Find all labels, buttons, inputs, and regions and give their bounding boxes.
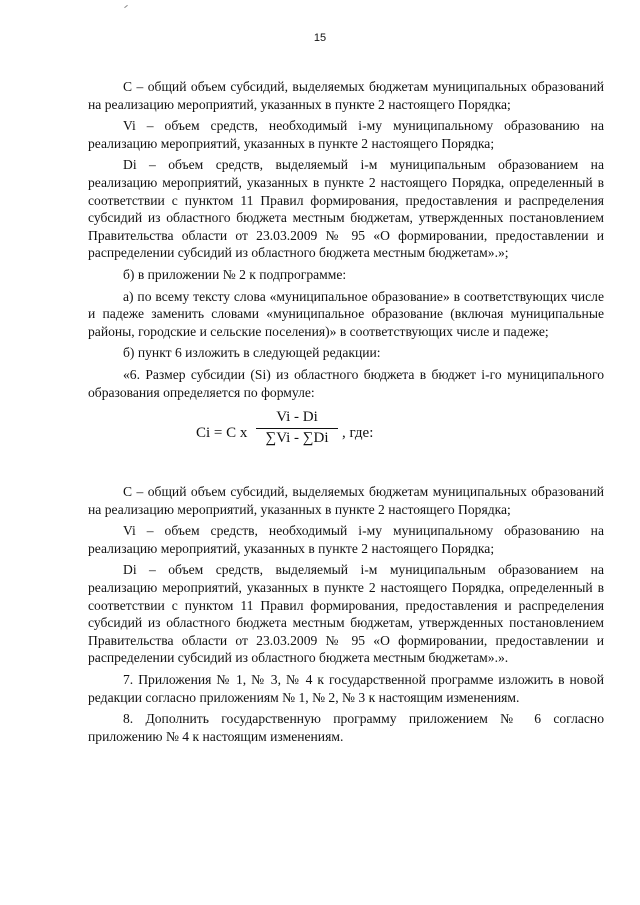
formula-denominator: ∑Vi - ∑Di [265,429,329,446]
paragraph-c-definition-2: С – общий объем субсидий, выделяемых бюджетам муниципальных образований на реализацию мероприятий, указанных в пункте 2 настоящего Порядка; [88,484,604,517]
formula-right: , где: [342,425,374,442]
paragraph-appendix-2: б) в приложении № 2 к подпрограмме: [123,266,347,282]
paragraph-item-8: 8. Дополнить государственную программу приложением № 6 согласно приложению № 4 к настоящим изменениям. [88,711,604,744]
page-number: 15 [313,32,327,44]
document-body [88,78,604,749]
paragraph-d-definition: Di – объем средств, выделяемый i-м муниципальным образованием на реализацию мероприятий, указанных в пункте 2 настоящего Порядка, определенный в соответствии с пунктом 11 Правил формирования, предоставления и распределения субсидий из областного бюджета местным бюджетам, утвержденных постановлением Правительства области от 23.03.2009 № 95 «О формировании, предоставлении и распределении субсидий из областного бюджета местным бюджетам».»; [88,157,604,261]
formula-numerator: Vi - Di [256,409,338,429]
paragraph-c-definition: С – общий объем субсидий, выделяемых бюджетам муниципальных образований на реализацию мероприятий, указанных в пункте 2 настоящего Порядка; [88,79,604,112]
formula-fraction [256,409,338,447]
paragraph-v-definition-2: Vi – объем средств, необходимый i-му муниципальному образованию на реализацию мероприятий, указанных в пункте 2 настоящего Порядка; [88,523,604,556]
formula-left: Ci = C x [196,425,248,442]
paragraph-v-definition: Vi – объем средств, необходимый i-му муниципальному образованию на реализацию мероприятий, указанных в пункте 2 настоящего Порядка; [88,118,604,151]
subsidy-formula [88,409,604,469]
paragraph-item-7: 7. Приложения № 1, № 3, № 4 к государственной программе изложить в новой редакции согласно приложениям № 1, № 2, № 3 к настоящим изменениям. [88,672,604,705]
paragraph-d-definition-2: Di – объем средств, выделяемый i-м муниципальным образованием на реализацию мероприятий, указанных в пункте 2 настоящего Порядка, определенный в соответствии с пунктом 11 Правил формирования, предоставления и распределения субсидий из областного бюджета местным бюджетам, утвержденных постановлением Правительства области от 23.03.2009 № 95 «О формировании, предоставлении и распределении субсидий из областного бюджета местным бюджетам».». [88,562,604,666]
paragraph-subsidy-size: «6. Размер субсидии (Si) из областного бюджета в бюджет i-го муниципального образования определяется по формуле: [88,366,604,400]
paragraph-replace-words: а) по всему тексту слова «муниципальное образование» в соответствующих числе и падеже заменить словами «муниципальное образование (включая муниципальные районы, городские и сельские поселения)» в соответствующих числе и падеже; [88,288,604,339]
paragraph-point-6: б) пункт 6 изложить в следующей редакции: [123,345,381,361]
scan-mark [124,5,128,8]
